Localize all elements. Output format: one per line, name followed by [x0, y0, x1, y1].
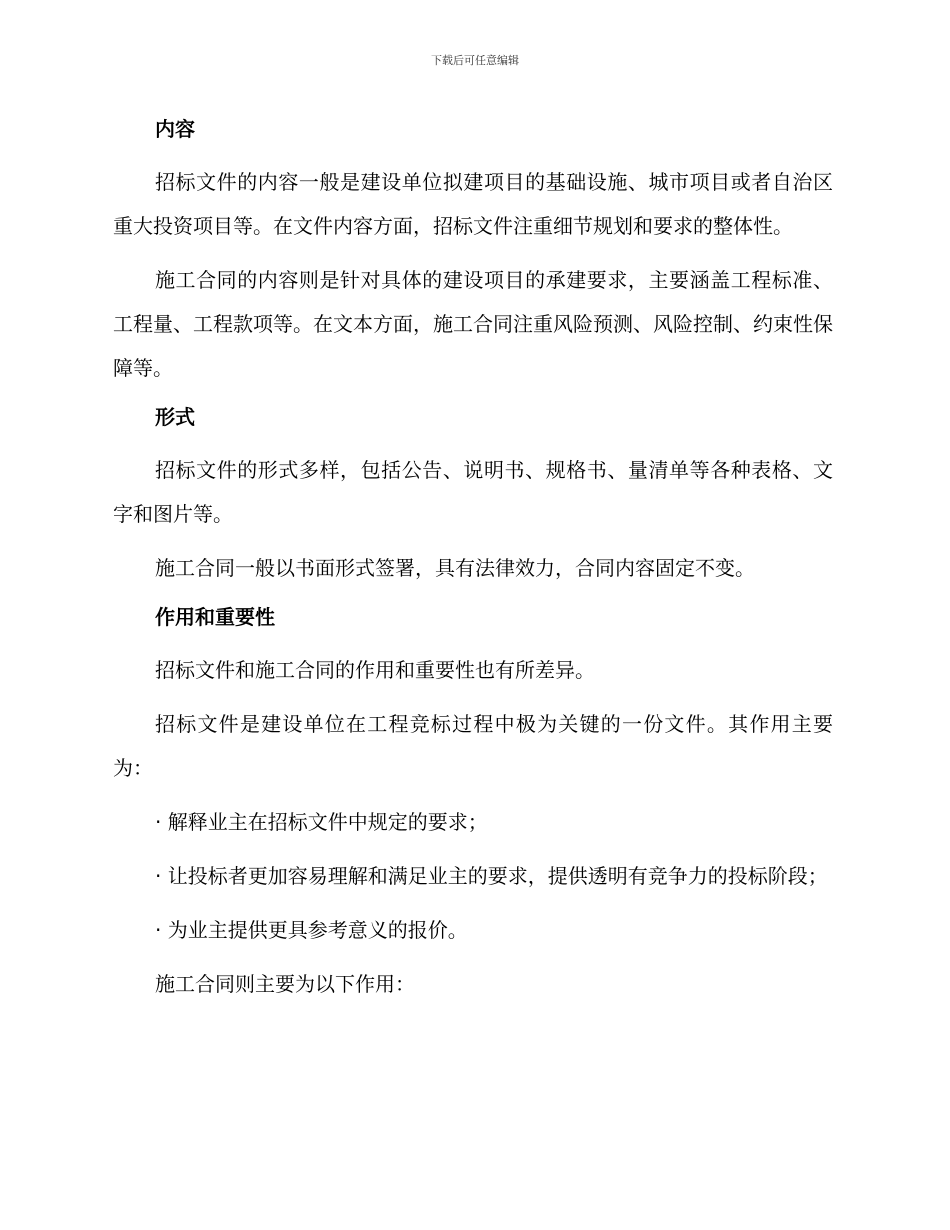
page-header: 下载后可任意编辑 — [431, 54, 519, 67]
paragraph: 招标文件的形式多样，包括公告、说明书、规格书、量清单等各种表格、文字和图片等。 — [113, 458, 833, 526]
document-body — [113, 112, 833, 1016]
paragraph: 施工合同的内容则是针对具体的建设项目的承建要求，主要涵盖工程标准、工程量、工程款项等。在文本方面，施工合同注重风险预测、风险控制、约束性保障等。 — [113, 268, 833, 380]
paragraph: 招标文件和施工合同的作用和重要性也有所差异。 — [155, 658, 595, 682]
paragraph: 施工合同一般以书面形式签署，具有法律效力，合同内容固定不变。 — [155, 556, 755, 580]
paragraph: 招标文件是建设单位在工程竞标过程中极为关键的一份文件。其作用主要为： — [113, 712, 833, 780]
section-heading-content: 内容 — [155, 117, 195, 141]
section-heading-form: 形式 — [155, 405, 195, 429]
paragraph: 招标文件的内容一般是建设单位拟建项目的基础设施、城市项目或者自治区重大投资项目等。在文件内容方面，招标文件注重细节规划和要求的整体性。 — [113, 170, 833, 238]
bullet-item: · 为业主提供更具参考意义的报价。 — [155, 918, 468, 942]
section-heading-importance: 作用和重要性 — [155, 605, 275, 629]
bullet-item: · 解释业主在招标文件中规定的要求； — [155, 810, 488, 834]
bullet-item: · 让投标者更加容易理解和满足业主的要求，提供透明有竞争力的投标阶段； — [155, 864, 828, 888]
paragraph: 施工合同则主要为以下作用： — [155, 972, 415, 996]
